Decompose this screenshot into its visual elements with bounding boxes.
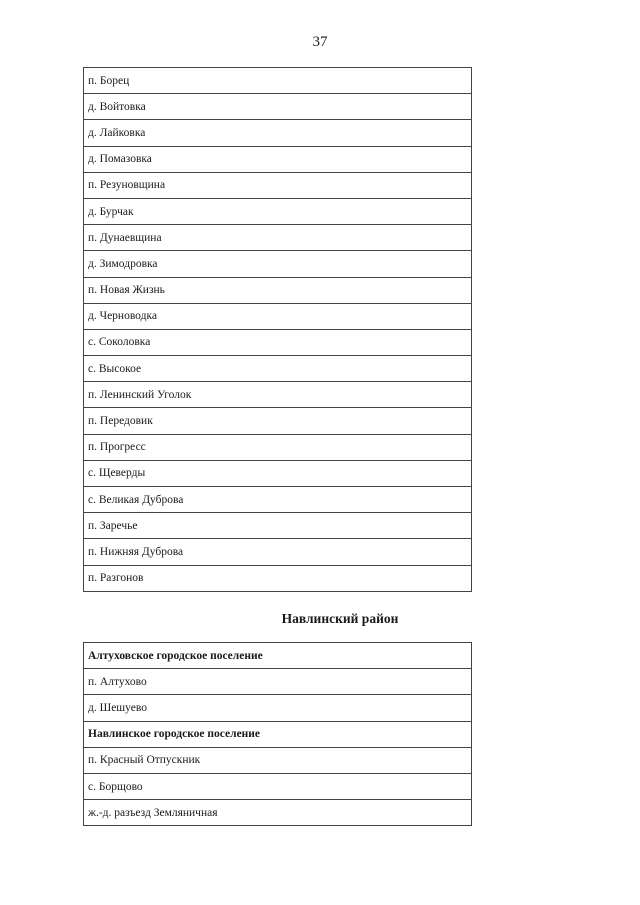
table-row <box>84 487 472 513</box>
district-settlements-table-body <box>84 643 472 826</box>
table-row <box>84 643 472 669</box>
table-row <box>84 800 472 826</box>
table-row <box>84 721 472 747</box>
table-row <box>84 172 472 198</box>
table-row <box>84 68 472 94</box>
table-row <box>84 539 472 565</box>
table-row <box>84 382 472 408</box>
settlement-cell: п. Заречье <box>84 513 472 539</box>
settlement-cell: п. Новая Жизнь <box>84 277 472 303</box>
settlement-cell: п. Ленинский Уголок <box>84 382 472 408</box>
settlement-cell: п. Резуновщина <box>84 172 472 198</box>
settlement-cell: д. Бурчак <box>84 198 472 224</box>
settlement-group-header: Алтуховское городское поселение <box>84 643 472 669</box>
table-row <box>84 120 472 146</box>
table-row <box>84 329 472 355</box>
settlement-cell: с. Великая Дуброва <box>84 487 472 513</box>
table-row <box>84 773 472 799</box>
table-row <box>84 94 472 120</box>
table-row <box>84 460 472 486</box>
page-number: 37 <box>312 34 328 50</box>
table-row <box>84 277 472 303</box>
settlement-cell: д. Черноводка <box>84 303 472 329</box>
settlement-cell: п. Передовик <box>84 408 472 434</box>
district-settlements-table <box>83 642 472 826</box>
settlements-table-body <box>84 68 472 592</box>
settlement-cell: д. Зимодровка <box>84 251 472 277</box>
section-heading: Навлинский район <box>281 611 399 626</box>
table-row <box>84 669 472 695</box>
table-row <box>84 198 472 224</box>
settlement-cell: д. Войтовка <box>84 94 472 120</box>
table-row <box>84 747 472 773</box>
settlement-cell: д. Помазовка <box>84 146 472 172</box>
table-row <box>84 251 472 277</box>
table-row <box>84 695 472 721</box>
settlement-cell: с. Высокое <box>84 356 472 382</box>
settlement-cell: с. Борщово <box>84 773 472 799</box>
settlement-cell: ж.-д. разъезд Земляничная <box>84 800 472 826</box>
table-row <box>84 225 472 251</box>
table-row <box>84 303 472 329</box>
table-row <box>84 513 472 539</box>
settlement-cell: п. Дунаевщина <box>84 225 472 251</box>
settlement-cell: п. Прогресс <box>84 434 472 460</box>
settlement-cell: п. Разгонов <box>84 565 472 591</box>
table-row <box>84 146 472 172</box>
settlement-cell: п. Нижняя Дуброва <box>84 539 472 565</box>
settlement-cell: с. Соколовка <box>84 329 472 355</box>
settlement-cell: п. Красный Отпускник <box>84 747 472 773</box>
settlement-cell: с. Щеверды <box>84 460 472 486</box>
table-row <box>84 434 472 460</box>
table-row <box>84 356 472 382</box>
table-row <box>84 565 472 591</box>
settlement-cell: п. Борец <box>84 68 472 94</box>
settlement-cell: д. Лайковка <box>84 120 472 146</box>
settlement-cell: д. Шешуево <box>84 695 472 721</box>
table-row <box>84 408 472 434</box>
settlements-table <box>83 67 472 592</box>
settlement-group-header: Навлинское городское поселение <box>84 721 472 747</box>
settlement-cell: п. Алтухово <box>84 669 472 695</box>
